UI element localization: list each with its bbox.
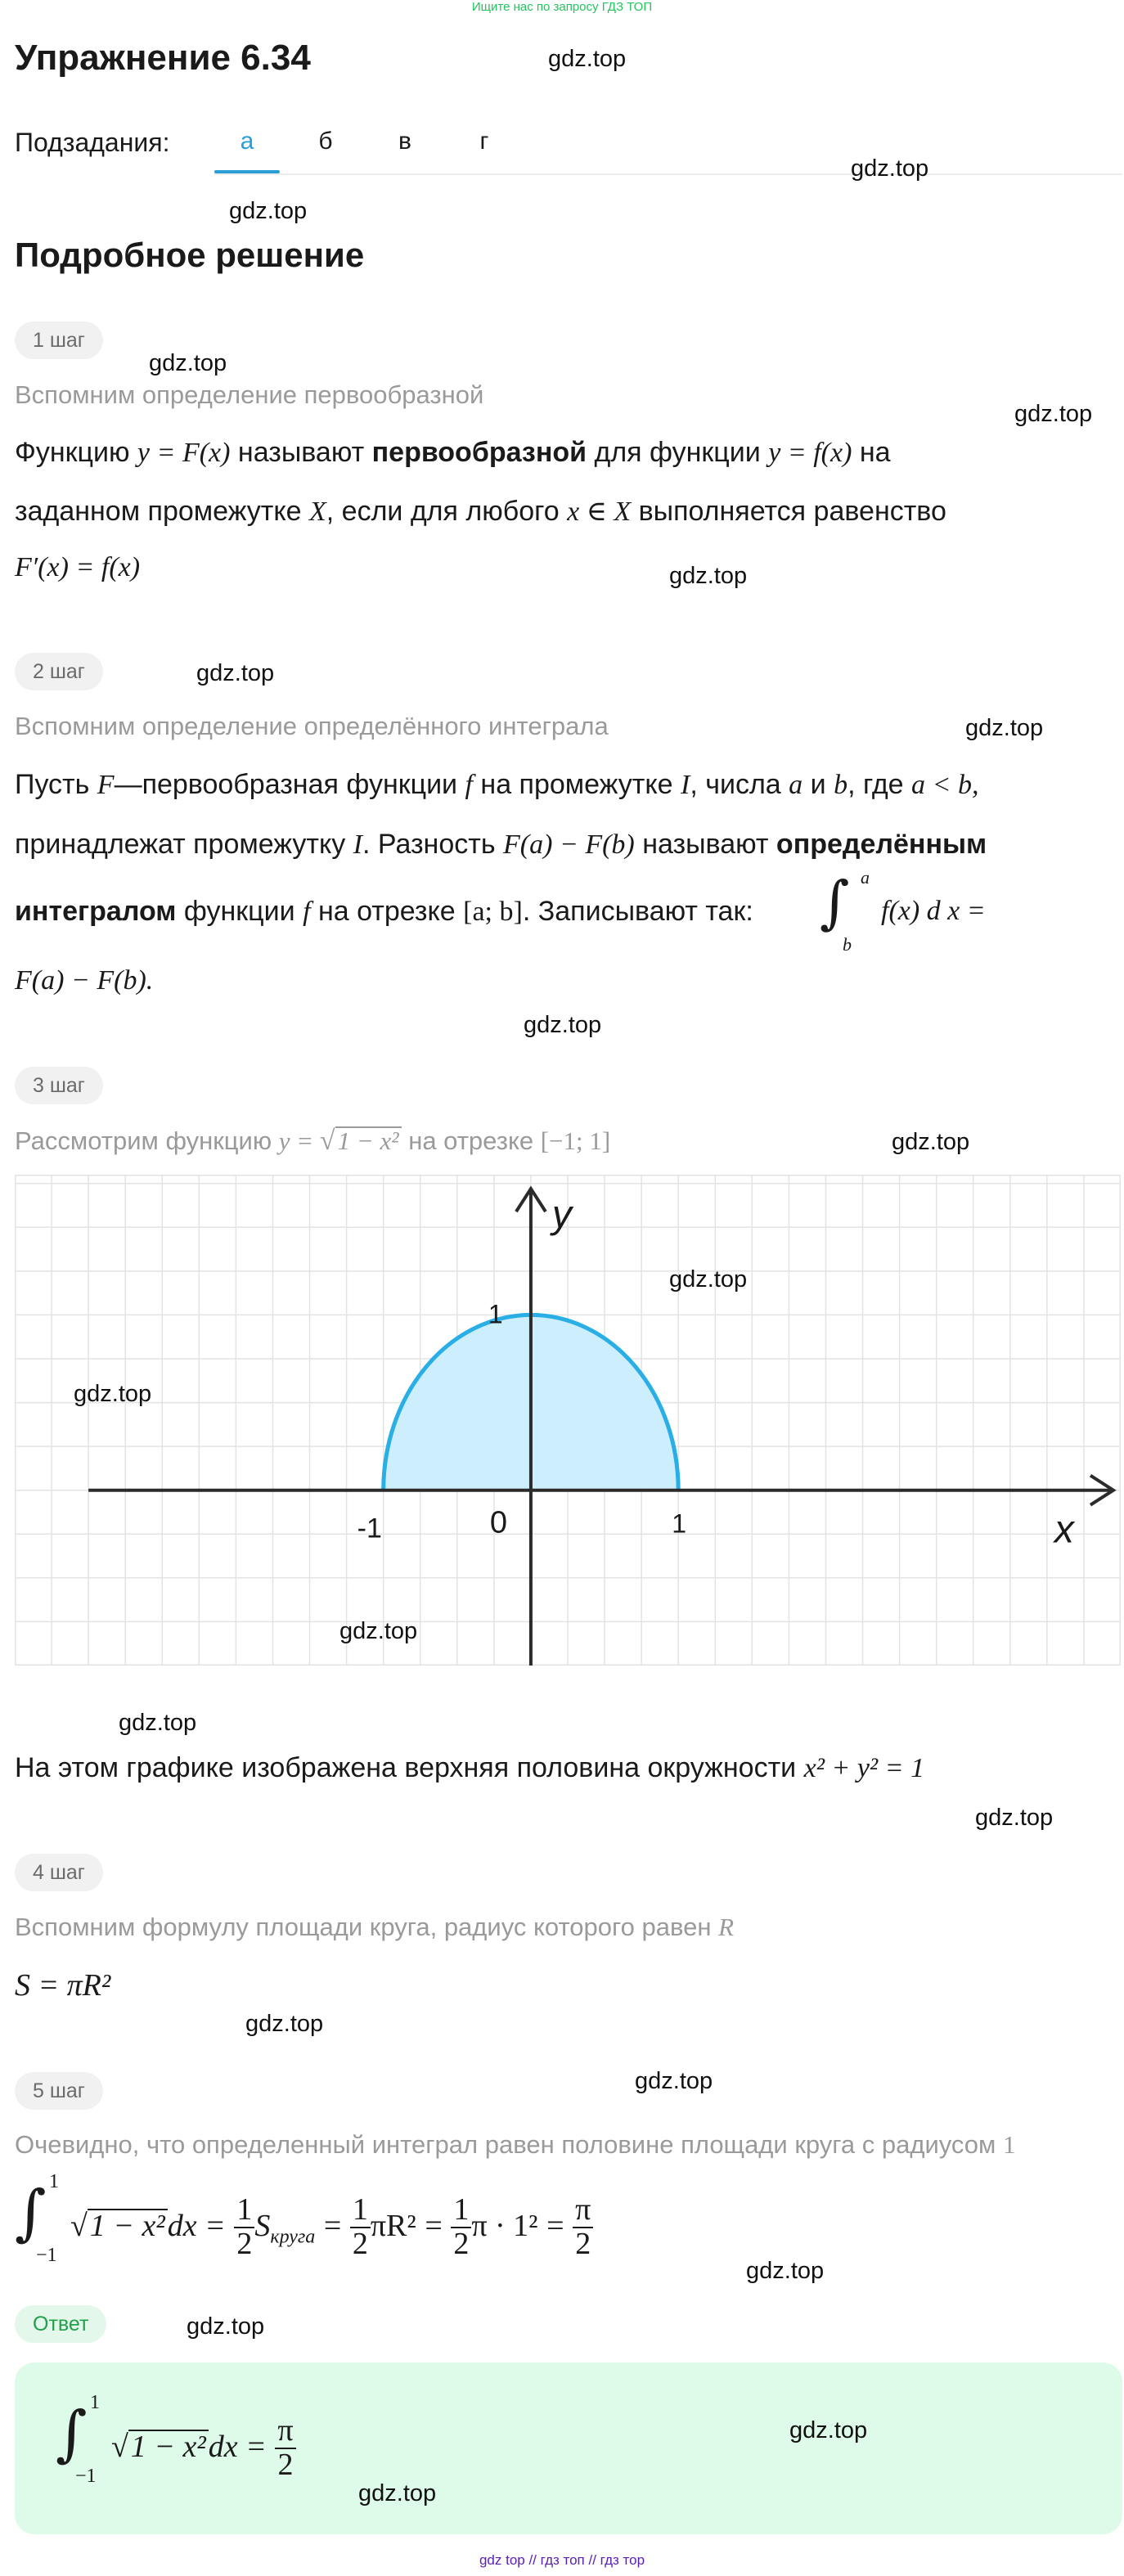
answer-integral-sign: ∫: [56, 2398, 88, 2469]
watermark: gdz.top: [789, 2417, 868, 2443]
step-3-conclusion: На этом графике изображена верхняя половина окружности x² + y² = 1: [15, 1752, 925, 1783]
active-tab-indicator: [214, 170, 280, 173]
watermark: gdz.top: [635, 2068, 713, 2094]
semicircle-chart: [15, 1175, 1121, 1666]
integral-upper: 1: [49, 2171, 59, 2192]
watermark: gdz.top: [548, 46, 627, 72]
watermark: gdz.top: [229, 198, 308, 224]
tick-label-origin: 0: [489, 1505, 508, 1540]
watermark: gdz.top: [119, 1710, 197, 1736]
step-1-line-1: Функцию y = F(x) называют первообразной для функции y = f(x) на: [15, 437, 891, 468]
step-5-hint: Очевидно, что определенный интеграл равен половине площади круга с радиусом 1: [15, 2130, 1016, 2159]
tab-g[interactable]: г: [479, 128, 489, 155]
watermark: gdz.top: [245, 2011, 324, 2037]
watermark: gdz.top: [74, 1381, 152, 1407]
watermark: gdz.top: [524, 1012, 602, 1038]
integral-chain: √1 − x²dx = $\frac{1}{2}$ $S_{круга}$ = $\frac{1}{2}$ πR² = $\frac{1}{2}$ π · 1² = $\frac{\pi}{2}$: [70, 2194, 593, 2261]
tab-v[interactable]: в: [398, 128, 411, 155]
integral-lower-limit: b: [843, 934, 852, 955]
step-badge-5: 5 шаг: [15, 2072, 103, 2110]
integral-lower: −1: [36, 2245, 57, 2266]
answer-integral-upper: 1: [90, 2392, 100, 2413]
answer-integral-lower: −1: [75, 2466, 97, 2487]
step-2-line-3: интегралом функции f на отрезке [a; b]. Записывают так:: [15, 896, 753, 927]
watermark: gdz.top: [669, 1266, 748, 1292]
watermark: gdz.top: [746, 2258, 825, 2284]
step-1-equality: F′(x) = f(x): [15, 552, 141, 582]
top-banner[interactable]: Ищите нас по запросу ГДЗ ТОП: [471, 0, 653, 14]
tab-b[interactable]: б: [318, 128, 333, 155]
integral-upper-limit: a: [861, 867, 870, 888]
y-axis-label: y: [551, 1193, 572, 1237]
footer-links[interactable]: gdz top // гдз топ // гдз тор: [479, 2552, 645, 2568]
step-2-line-1: Пусть F—первообразная функции f на промежутке I, числа a и b, где a < b,: [15, 769, 979, 800]
integral-sign: ∫: [15, 2178, 47, 2248]
page-title: Упражнение 6.34: [15, 38, 311, 78]
watermark: gdz.top: [339, 1618, 418, 1644]
subtasks-label: Подзадания:: [15, 128, 170, 157]
watermark: gdz.top: [187, 2313, 265, 2340]
tick-label-one: 1: [672, 1508, 686, 1539]
step-badge-4: 4 шаг: [15, 1854, 103, 1891]
step-1-line-2: заданном промежутке X, если для любого x ∈ X выполняется равенство: [15, 496, 946, 527]
tick-label-neg-one: -1: [357, 1513, 382, 1544]
step-1-hint: Вспомним определение первообразной: [15, 380, 484, 409]
step-badge-2: 2 шаг: [15, 653, 103, 690]
step-4-hint: Вспомним формулу площади круга, радиус которого равен R: [15, 1913, 735, 1941]
watermark: gdz.top: [1014, 401, 1093, 427]
step-badge-1: 1 шаг: [15, 321, 103, 359]
integral-expression: f(x) d x =: [881, 896, 986, 926]
watermark: gdz.top: [669, 563, 748, 589]
watermark: gdz.top: [851, 155, 929, 182]
step-3-hint: Рассмотрим функцию y = √1 − x² на отрезке [−1; 1]: [15, 1126, 611, 1156]
watermark: gdz.top: [196, 660, 275, 686]
watermark: gdz.top: [975, 1805, 1054, 1831]
watermark: gdz.top: [149, 350, 227, 376]
watermark: gdz.top: [358, 2480, 437, 2506]
watermark: gdz.top: [892, 1129, 970, 1155]
tabs-divider: [214, 173, 1122, 175]
step-badge-3: 3 шаг: [15, 1067, 103, 1104]
step-2-hint: Вспомним определение определённого интеграла: [15, 712, 609, 740]
watermark: gdz.top: [965, 715, 1044, 741]
circle-area-formula: S = πR²: [15, 1968, 111, 2003]
tab-a[interactable]: а: [240, 128, 254, 155]
tick-label-y-one: 1: [488, 1299, 503, 1329]
x-axis-label: x: [1054, 1508, 1074, 1552]
answer-formula: √1 − x²dx = $\frac{\pi}{2}$: [111, 2415, 296, 2482]
step-2-result: F(a) − F(b).: [15, 965, 154, 996]
solution-heading: Подробное решение: [15, 236, 365, 274]
step-2-line-2: принадлежат промежутку I. Разность F(a) − F(b) называют определённым: [15, 829, 987, 860]
integral-sign: ∫: [820, 869, 850, 936]
answer-label: Ответ: [15, 2305, 106, 2343]
